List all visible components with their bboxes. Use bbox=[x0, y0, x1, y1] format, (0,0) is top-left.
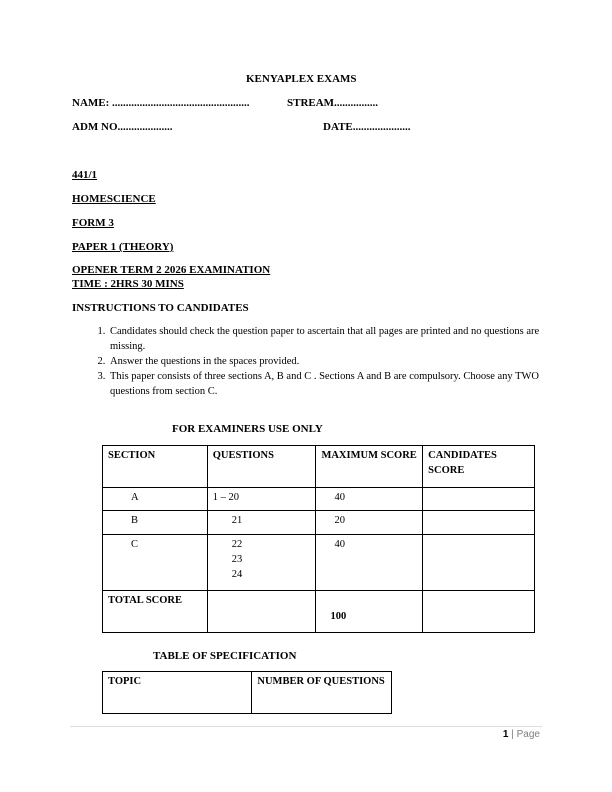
max-cell: 40 bbox=[316, 535, 423, 591]
name-field: NAME: .................................................. bbox=[72, 97, 250, 109]
header-cell: SECTION bbox=[103, 446, 208, 488]
spec-table bbox=[102, 671, 392, 714]
table-header-row bbox=[103, 672, 392, 714]
candidate-score-cell[interactable] bbox=[423, 488, 535, 511]
paper-title: PAPER 1 (THEORY) bbox=[72, 241, 174, 253]
empty-cell bbox=[207, 591, 316, 633]
school-title: KENYAPLEX EXAMS bbox=[246, 73, 357, 85]
total-label: TOTAL SCORE bbox=[103, 591, 208, 633]
candidate-total-cell[interactable] bbox=[423, 591, 535, 633]
instruction-item: 2. Answer the questions in the spaces provided. bbox=[108, 354, 548, 369]
spec-heading: TABLE OF SPECIFICATION bbox=[153, 650, 297, 662]
candidate-score-cell[interactable] bbox=[423, 535, 535, 591]
table-row bbox=[103, 511, 535, 535]
total-row bbox=[103, 591, 535, 633]
adm-field: ADM NO.................... bbox=[72, 121, 173, 133]
form: FORM 3 bbox=[72, 217, 114, 229]
instruction-item: 1. Candidates should check the question paper to ascertain that all pages are printed and no questions are missing. bbox=[108, 324, 548, 354]
exam-name: OPENER TERM 2 2026 EXAMINATION bbox=[72, 264, 271, 276]
instructions-heading: INSTRUCTIONS TO CANDIDATES bbox=[72, 302, 249, 314]
max-cell: 40 bbox=[316, 488, 423, 511]
examiners-heading: FOR EXAMINERS USE ONLY bbox=[172, 423, 323, 435]
questions-cell: 22 23 24 bbox=[207, 535, 316, 591]
section-cell: A bbox=[103, 488, 208, 511]
stream-field: STREAM................ bbox=[287, 97, 379, 109]
header-cell: MAXIMUM SCORE bbox=[316, 446, 423, 488]
header-cell: NUMBER OF QUESTIONS bbox=[252, 672, 392, 714]
questions-cell: 21 bbox=[207, 511, 316, 535]
examiners-table bbox=[102, 445, 535, 633]
section-cell: B bbox=[103, 511, 208, 535]
section-cell: C bbox=[103, 535, 208, 591]
paper-code: 441/1 bbox=[72, 169, 98, 181]
page-number: 1 bbox=[502, 729, 509, 740]
header-cell: QUESTIONS bbox=[207, 446, 316, 488]
exam-time: TIME : 2HRS 30 MINS bbox=[72, 278, 184, 290]
subject: HOMESCIENCE bbox=[72, 193, 156, 205]
max-cell: 20 bbox=[316, 511, 423, 535]
footer-divider bbox=[70, 726, 542, 727]
page-label: Page bbox=[516, 729, 540, 740]
candidate-score-cell[interactable] bbox=[423, 511, 535, 535]
page-footer: 1 | Page bbox=[502, 729, 540, 740]
table-row bbox=[103, 488, 535, 511]
questions-cell: 1 – 20 bbox=[207, 488, 316, 511]
instructions-list bbox=[80, 324, 548, 399]
header-cell: TOPIC bbox=[103, 672, 252, 714]
total-max: 100 bbox=[316, 591, 423, 633]
instruction-item: 3. This paper consists of three sections A, B and C . Sections A and B are compulsory. Choose any TWO questions from section C. bbox=[108, 369, 548, 399]
date-field: DATE..................... bbox=[323, 121, 411, 133]
table-row bbox=[103, 535, 535, 591]
header-cell: CANDIDATES SCORE bbox=[423, 446, 535, 488]
table-header-row bbox=[103, 446, 535, 488]
